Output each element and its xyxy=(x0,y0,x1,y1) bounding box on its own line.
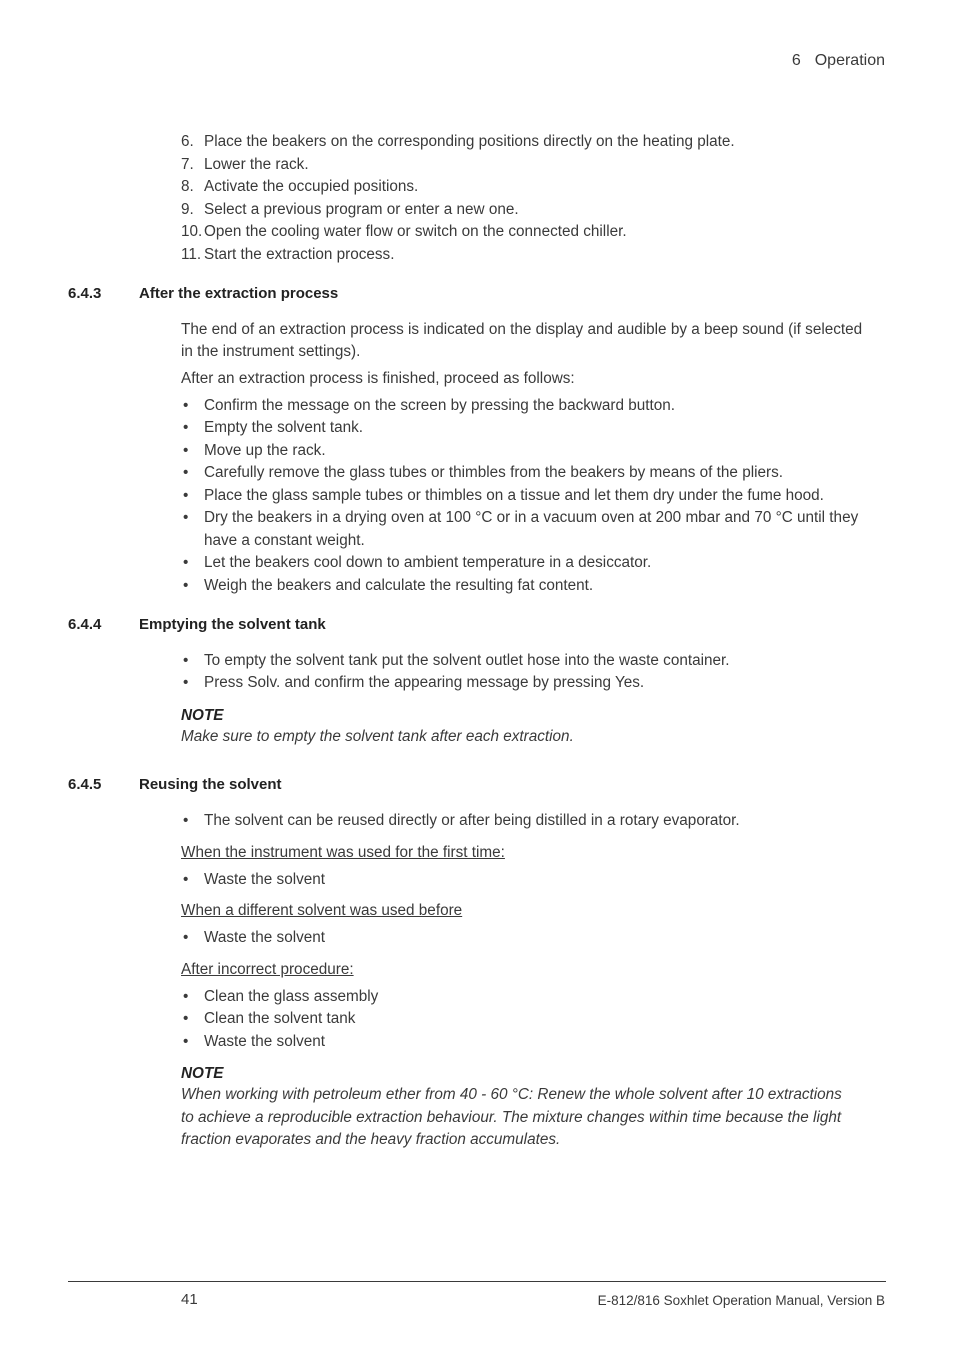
list-item: Clean the glass assembly xyxy=(204,988,379,1005)
list-item: Press Solv. and confirm the appearing message by pressing Yes. xyxy=(204,674,645,691)
bullet-marker: • xyxy=(183,871,189,888)
chapter-number: 6 xyxy=(791,52,801,69)
list-item: Empty the solvent tank. xyxy=(204,419,363,436)
footer-divider xyxy=(68,1281,886,1282)
step-number: 7. xyxy=(181,156,194,173)
bullet-marker: • xyxy=(183,442,189,459)
bullet-marker: • xyxy=(183,577,189,594)
chapter-title: Operation xyxy=(814,52,885,69)
paragraph: After an extraction process is finished, proceed as follows: xyxy=(181,370,575,387)
page-number: 41 xyxy=(181,1291,198,1308)
step-text: Open the cooling water flow or switch on the connected chiller. xyxy=(204,223,627,240)
section-title: Reusing the solvent xyxy=(139,776,282,793)
list-item: To empty the solvent tank put the solvent outlet hose into the waste container. xyxy=(204,652,730,669)
bullet-marker: • xyxy=(183,464,189,481)
step-number: 9. xyxy=(181,201,194,218)
section-number: 6.4.3 xyxy=(68,285,102,302)
bullet-marker: • xyxy=(183,397,189,414)
list-item: The solvent can be reused directly or after being distilled in a rotary evaporator. xyxy=(204,812,740,829)
manual-title: E-812/816 Soxhlet Operation Manual, Version B xyxy=(597,1293,885,1308)
paragraph-line: The end of an extraction process is indicated on the display and audible by a beep sound (if selected xyxy=(181,321,863,338)
list-item: Waste the solvent xyxy=(204,871,326,888)
section-heading-6-4-4 xyxy=(68,616,326,633)
note-text-line: When working with petroleum ether from 40 - 60 °C: Renew the whole solvent after 10 extractions xyxy=(181,1086,842,1103)
section-number: 6.4.5 xyxy=(68,776,102,793)
bullet-marker: • xyxy=(183,812,189,829)
step-text: Lower the rack. xyxy=(204,156,309,173)
paragraph-line: in the instrument settings). xyxy=(181,343,361,360)
list-item: Clean the solvent tank xyxy=(204,1010,356,1027)
step-text: Place the beakers on the corresponding positions directly on the heating plate. xyxy=(204,133,735,150)
case-label-different-solvent: When a different solvent was used before xyxy=(181,902,463,919)
step-text: Activate the occupied positions. xyxy=(204,178,419,195)
step-number: 8. xyxy=(181,178,194,195)
step-number: 10. xyxy=(181,223,203,240)
step-text: Select a previous program or enter a new one. xyxy=(204,201,519,218)
bullet-marker: • xyxy=(183,674,189,691)
bullet-marker: • xyxy=(183,929,189,946)
case-label-incorrect-procedure: After incorrect procedure: xyxy=(181,961,354,978)
list-item: Confirm the message on the screen by pressing the backward button. xyxy=(204,397,676,414)
list-item: Place the glass sample tubes or thimbles on a tissue and let them dry under the fume hood. xyxy=(204,487,824,504)
list-item: Waste the solvent xyxy=(204,1033,326,1050)
bullet-marker: • xyxy=(183,487,189,504)
section-heading-6-4-5 xyxy=(68,776,282,793)
step-number: 6. xyxy=(181,133,194,150)
note-label: NOTE xyxy=(181,707,224,724)
list-item: Move up the rack. xyxy=(204,442,326,459)
list-item: Carefully remove the glass tubes or thimbles from the beakers by means of the pliers. xyxy=(204,464,783,481)
list-item: Let the beakers cool down to ambient temperature in a desiccator. xyxy=(204,554,652,571)
section-title: Emptying the solvent tank xyxy=(139,616,326,633)
step-text: Start the extraction process. xyxy=(204,246,395,263)
note-text-line: to achieve a reproducible extraction behaviour. The mixture changes within time because the light xyxy=(181,1109,842,1126)
section-number: 6.4.4 xyxy=(68,616,102,633)
note-label: NOTE xyxy=(181,1065,224,1082)
bullet-marker: • xyxy=(183,554,189,571)
list-item: Weigh the beakers and calculate the resulting fat content. xyxy=(204,577,594,594)
bullet-marker: • xyxy=(183,988,189,1005)
section-heading-6-4-3 xyxy=(68,285,338,302)
list-item: Dry the beakers in a drying oven at 100 °C or in a vacuum oven at 200 mbar and 70 °C until they xyxy=(204,509,859,526)
case-label-first-use: When the instrument was used for the first time: xyxy=(181,844,505,861)
list-item-continuation: have a constant weight. xyxy=(204,532,365,549)
list-item: Waste the solvent xyxy=(204,929,326,946)
bullet-marker: • xyxy=(183,652,189,669)
step-number: 11. xyxy=(181,246,202,263)
running-header xyxy=(792,52,885,70)
bullet-marker: • xyxy=(183,509,189,526)
note-text-line: fraction evaporates and the heavy fraction accumulates. xyxy=(181,1131,561,1148)
bullet-marker: • xyxy=(183,1033,189,1050)
section-title: After the extraction process xyxy=(139,285,339,302)
bullet-marker: • xyxy=(183,1010,189,1027)
note-text: Make sure to empty the solvent tank after each extraction. xyxy=(181,728,574,745)
bullet-marker: • xyxy=(183,419,189,436)
